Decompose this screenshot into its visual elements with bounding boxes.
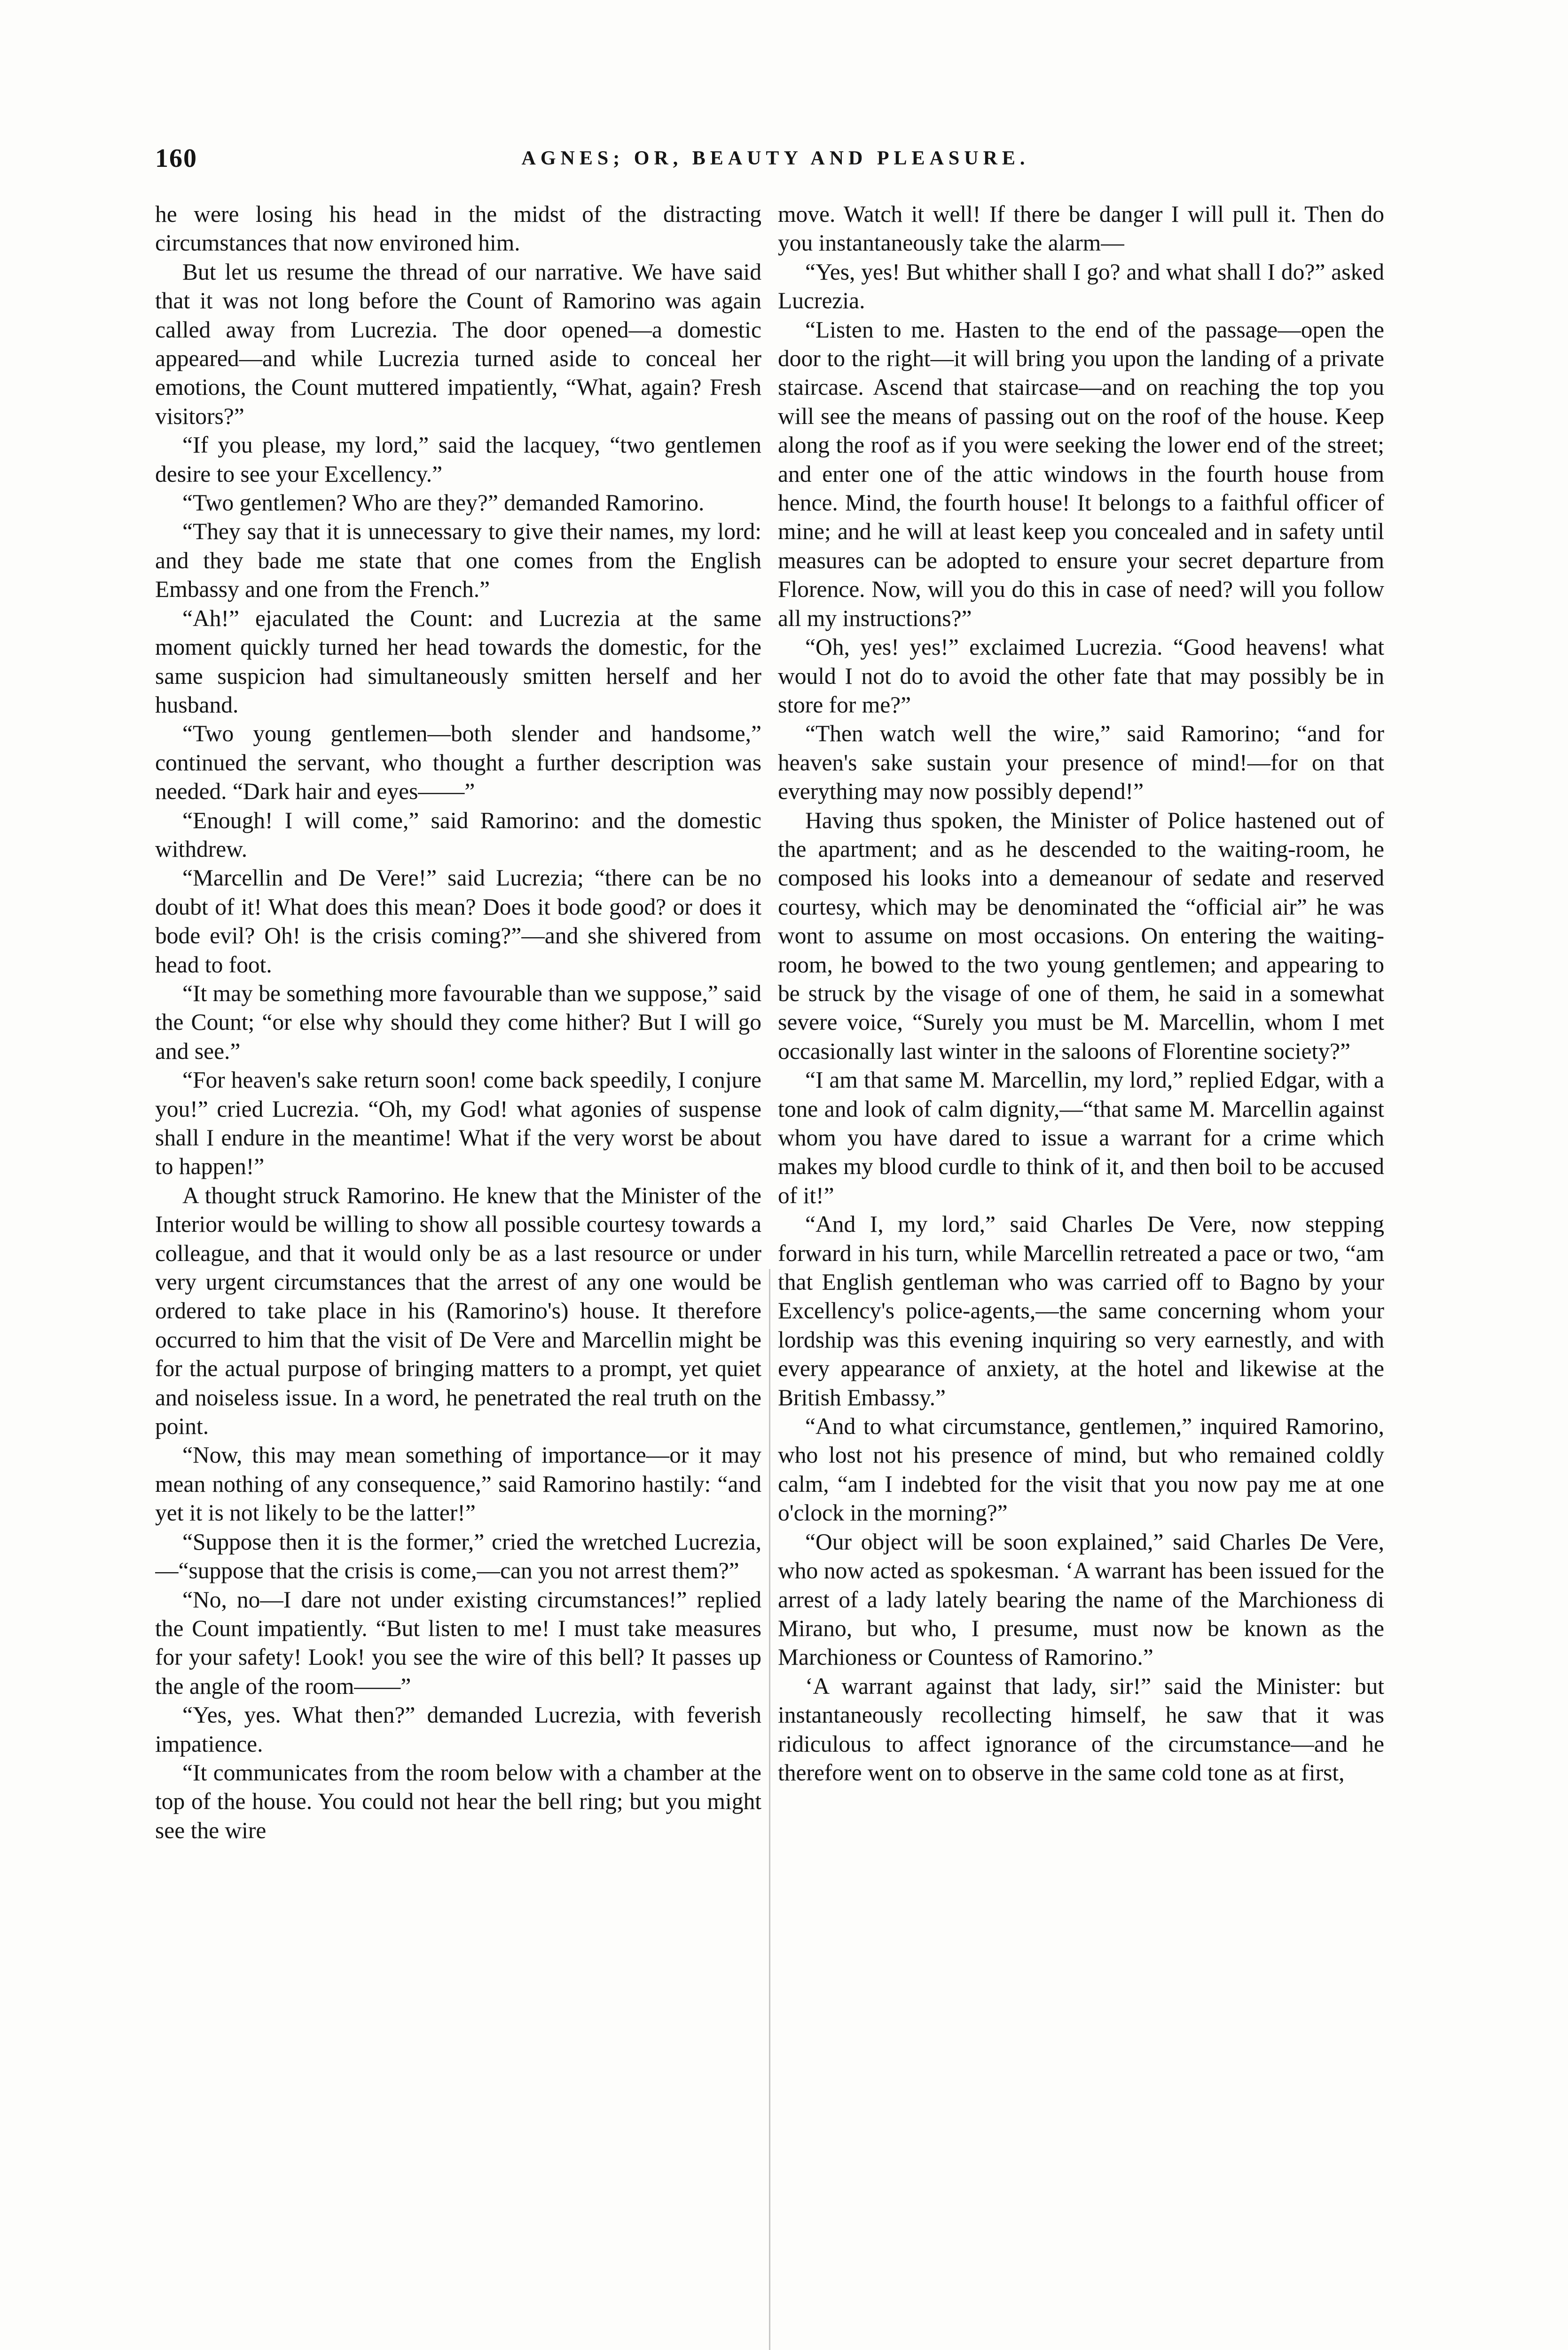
page-header [155,143,1396,186]
paragraph: But let us resume the thread of our narrative. We have said that it was not long before the Count of Ramorino was again called away from Lucrezia. The door opened—a domestic appeared—and while Lucrezia turned aside to conceal her emotions, the Count muttered impatiently, “What, again? Fresh visitors?” [155,258,761,429]
paragraph: “Yes, yes! But whither shall I go? and what shall I do?” asked Lucrezia. [778,258,1384,314]
paragraph: “Then watch well the wire,” said Ramorino; “and for heaven's sake sustain your presence of mind!—for on that everything may now possibly depend!” [778,721,1384,805]
paragraph: “Listen to me. Hasten to the end of the passage—open the door to the right—it will bring you upon the landing of a private staircase. Ascend that staircase—and on reaching the top you will see the means of passing out on the roof of the house. Keep along the roof as if you were seeking the lower end of the street; and enter one of the attic windows in the fourth house from hence. Mind, the fourth house! It belongs to a faithful officer of mine; and he will at least keep you concealed and in safety until measures can be adopted to ensure your secret departure from Florence. Now, will you do this in case of need? will you follow all my instructions?” [778,316,1384,631]
paragraph: “It communicates from the room below with a chamber at the top of the house. You could not hear the bell ring; but you might see the wire [155,1759,761,1843]
paragraph: “Yes, yes. What then?” demanded Lucrezia, with feverish impatience. [155,1702,761,1757]
paragraph: “Now, this may mean something of importance—or it may mean nothing of any consequence,” said Ramorino hastily: “and yet it is not likely to be the latter!” [155,1442,761,1526]
paragraph: “It may be something more favourable than we suppose,” said the Count; “or else why should they come hither? But I will go and see.” [155,980,761,1064]
paragraph: “Marcellin and De Vere!” said Lucrezia; “there can be no doubt of it! What does this mean? Does it bode good? or does it bode evil? Oh! is the crisis coming?”—and she shivered from head to foot. [155,865,761,978]
paragraph: he were losing his head in the midst of the distracting circumstances that now environed him. [155,201,761,256]
paragraph: “No, no—I dare not under existing circumstances!” replied the Count impatiently. “But listen to me! I must take measures for your safety! Look! you see the wire of this bell? It passes up the angle of the room——” [155,1586,761,1699]
paragraph: move. Watch it well! If there be danger I will pull it. Then do you instantaneously take the alarm— [778,201,1384,256]
paragraph: “And I, my lord,” said Charles De Vere, now stepping forward in his turn, while Marcellin retreated a pace or two, “am that English gentleman who was carried off to Bagno by your Excellency's police-agents,—the same concerning whom your lordship was this evening inquiring so very earnestly, and with every appearance of anxiety, at the hotel and likewise at the British Embassy.” [778,1211,1384,1410]
left-text-column [155,200,761,2350]
paragraph: “Ah!” ejaculated the Count: and Lucrezia at the same moment quickly turned her head towards the domestic, for the same suspicion had simultaneously smitten herself and her husband. [155,605,761,718]
paragraph: “Oh, yes! yes!” exclaimed Lucrezia. “Good heavens! what would I not do to avoid the other fate that may possibly be in store for me?” [778,634,1384,718]
right-text-column [778,200,1384,2350]
paragraph: “Suppose then it is the former,” cried the wretched Lucrezia,—“suppose that the crisis is come,—can you not arrest them?” [155,1528,761,1584]
paragraph: “I am that same M. Marcellin, my lord,” replied Edgar, with a tone and look of calm dignity,—“that same M. Marcellin against whom you have dared to issue a warrant for a crime which makes my blood curdle to think of it, and then boil to be accused of it!” [778,1067,1384,1208]
paragraph: “Two gentlemen? Who are they?” demanded Ramorino. [182,490,705,516]
page-number: 160 [155,144,197,173]
paragraph: Having thus spoken, the Minister of Police hastened out of the apartment; and as he descended to the waiting-room, he composed his looks into a demeanour of sedate and reserved courtesy, which may be denominated the “official air” he was wont to assume on most occasions. On entering the waiting-room, he bowed to the two young gentlemen; and appearing to be struck by the visage of one of them, he said in a somewhat severe voice, “Surely you must be M. Marcellin, whom I met occasionally last winter in the saloons of Florentine society?” [778,807,1384,1064]
paragraph: “Two young gentlemen—both slender and handsome,” continued the servant, who thought a further description was needed. “Dark hair and eyes——” [155,721,761,805]
paragraph: “For heaven's sake return soon! come back speedily, I conjure you!” cried Lucrezia. “Oh, my God! what agonies of suspense shall I endure in the meantime! What if the very worst be about to happen!” [155,1067,761,1180]
paragraph: “Our object will be soon explained,” said Charles De Vere, who now acted as spokesman. ‘A warrant has been issued for the arrest of a lady lately bearing the name of the Marchioness di Mirano, but who, I presume, must now be known as the Marchioness or Countess of Ramorino.” [778,1528,1384,1670]
paragraph: A thought struck Ramorino. He knew that the Minister of the Interior would be willing to show all possible courtesy towards a colleague, and that it would only be as a last resource or under very urgent circumstances that the arrest of any one would be ordered to take place in his (Ramorino's) house. It therefore occurred to him that the visit of De Vere and Marcellin might be for the actual purpose of bringing matters to a prompt, yet quiet and noiseless issue. In a word, he penetrated the real truth on the point. [155,1182,761,1440]
paragraph: “Enough! I will come,” said Ramorino: and the domestic withdrew. [155,807,761,862]
paragraph: ‘A warrant against that lady, sir!” said the Minister: but instantaneously recollecting himself, he saw that it was ridiculous to affect ignorance of the circumstance—and he therefore went on to observe in the same cold tone as at first, [778,1673,1384,1786]
paragraph: “If you please, my lord,” said the lacquey, “two gentlemen desire to see your Excellency.” [155,432,761,487]
running-title: AGNES; OR, BEAUTY AND PLEASURE. [521,148,1030,169]
paragraph: “And to what circumstance, gentlemen,” inquired Ramorino, who lost not his presence of mind, but who remained coldly calm, “am I indebted for the visit that you now pay me at one o'clock in the morning?” [778,1413,1384,1526]
paragraph: “They say that it is unnecessary to give their names, my lord: and they bade me state that one comes from the English Embassy and one from the French.” [155,518,761,603]
column-divider [769,1269,770,2350]
